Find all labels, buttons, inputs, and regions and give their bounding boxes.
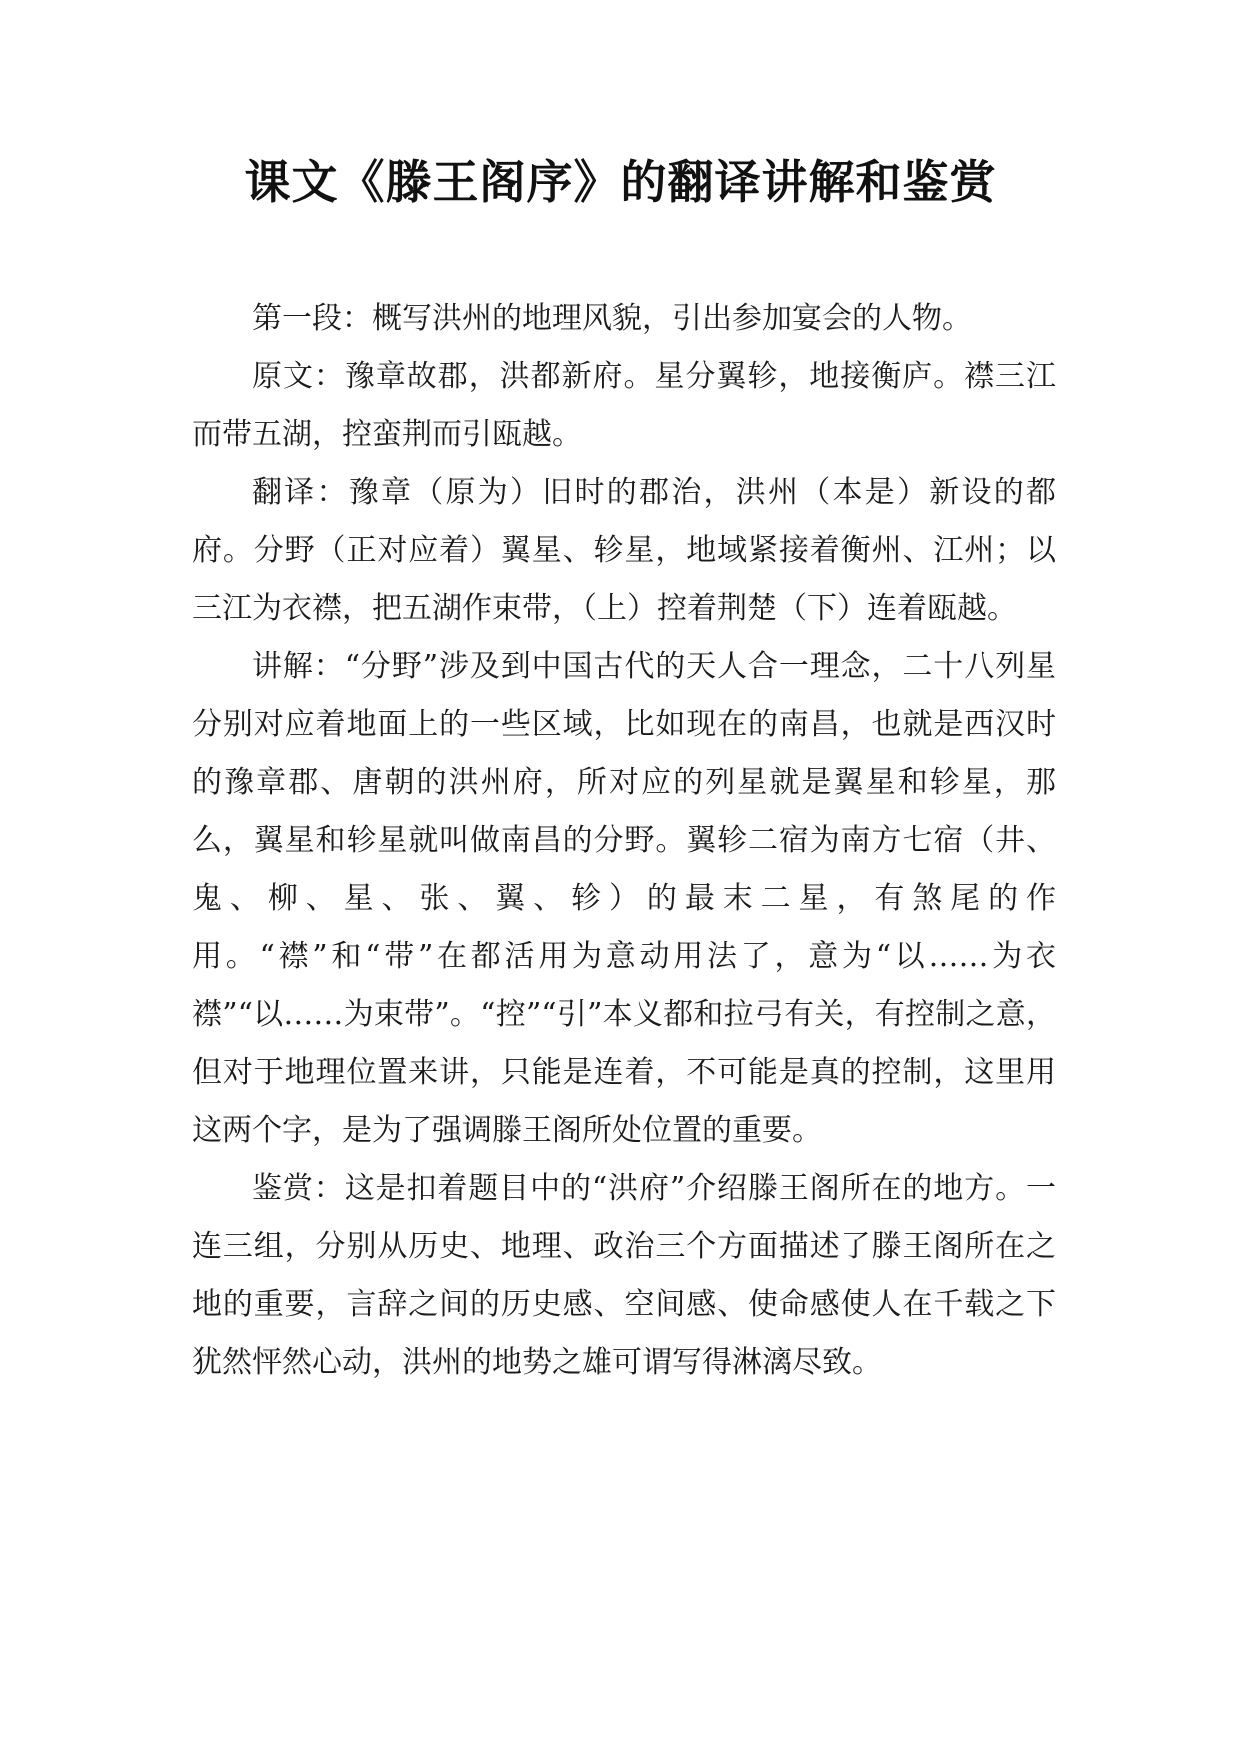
paragraph-translation: 翻译：豫章（原为）旧时的郡治，洪州（本是）新设的都府。分野（正对应着）翼星、轸星，地域紧接着衡州、江州；以三江为衣襟，把五湖作束带，（上）控着荆楚（下）连着瓯越。	[192, 475, 1056, 626]
paragraph-original-text: 原文：豫章故郡，洪都新府。星分翼轸，地接衡庐。襟三江而带五湖，控蛮荆而引瓯越。	[192, 359, 1056, 452]
document-title: 课文《滕王阁序》的翻译讲解和鉴赏	[244, 155, 997, 209]
document-body	[192, 290, 1056, 1392]
paragraph-appreciation: 鉴赏：这是扣着题目中的“洪府”介绍滕王阁所在的地方。一连三组，分别从历史、地理、政治三个方面描述了滕王阁所在之地的重要，言辞之间的历史感、空间感、使命感使人在千载之下犹然怦然心动，洪州的地势之雄可谓写得淋漓尽致。	[192, 1171, 1056, 1380]
paragraph-explanation: 讲解：“分野”涉及到中国古代的天人合一理念，二十八列星分别对应着地面上的一些区域，比如现在的南昌，也就是西汉时的豫章郡、唐朝的洪州府，所对应的列星就是翼星和轸星，那么，翼星和轸星就叫做南昌的分野。翼轸二宿为南方七宿（井、鬼、柳、星、张、翼、轸）的最末二星，有煞尾的作用。“襟”和“带”在都活用为意动用法了，意为“以……为衣襟”“以……为束带”。“控”“引”本义都和拉弓有关，有控制之意，但对于地理位置来讲，只能是连着，不可能是真的控制，这里用这两个字，是为了强调滕王阁所处位置的重要。	[192, 649, 1056, 1148]
paragraph-section-heading: 第一段：概写洪州的地理风貌，引出参加宴会的人物。	[252, 301, 972, 336]
